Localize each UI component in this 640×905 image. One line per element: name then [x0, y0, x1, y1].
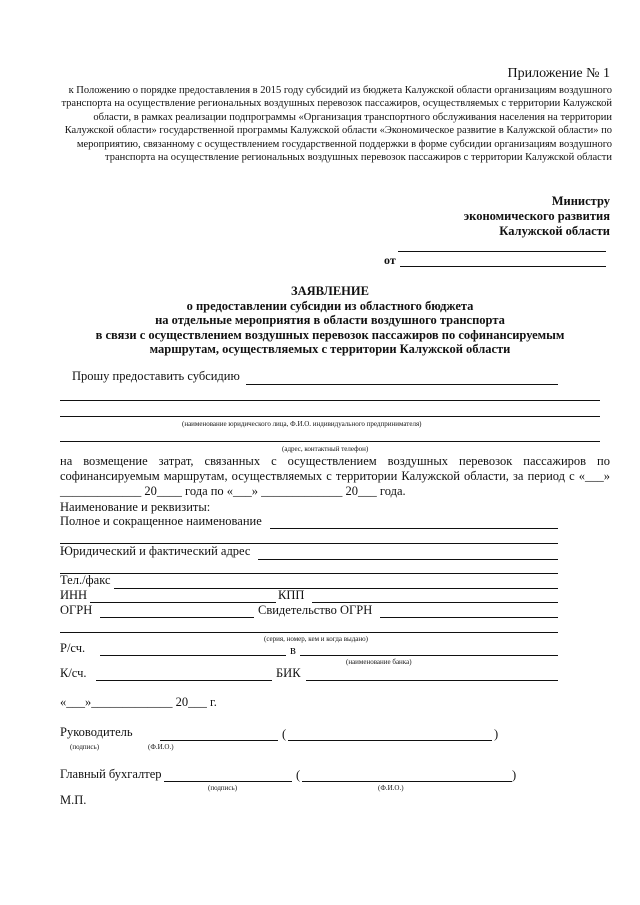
from-blank-line-2[interactable]	[400, 266, 606, 267]
from-blank-line-1[interactable]	[398, 251, 606, 252]
full-name-blank[interactable]	[270, 528, 558, 529]
head-open-paren: (	[282, 727, 287, 741]
accountant-close-paren: )	[512, 768, 517, 782]
phone-blank[interactable]	[114, 588, 558, 589]
ogrn-blank[interactable]	[100, 617, 254, 618]
purpose-paragraph: на возмещение затрат, связанных с осуществлением воздушных перевозок пассажиров по софинансируемым маршрутам, осуществляемых с территории Калужской области, за период с «___» _____________ 20____ года по «___» _____________ 20___ года.	[60, 454, 610, 498]
full-name-label: Полное и сокращенное наименование	[60, 514, 262, 528]
ogrn-cert-label: Свидетельство ОГРН	[258, 603, 373, 617]
inn-label: ИНН	[60, 588, 88, 602]
account-label: Р/сч.	[60, 641, 86, 655]
phone-label: Тел./факс	[60, 573, 111, 587]
addressee-line-2: экономического развития	[463, 209, 610, 223]
addressee-block	[464, 194, 610, 239]
bik-label: БИК	[276, 666, 301, 680]
corr-account-blank[interactable]	[96, 680, 272, 681]
cert-hint: (серия, номер, кем и когда выдано)	[264, 635, 368, 643]
annex-text: к Положению о порядке предоставления в 2015 году субсидий из бюджета Калужской области организациям воздушного транспорта на осуществление региональных воздушных перевозок пассажиров, осуществляемых с территории Калужской области, в рамках реализации подпрограммы «Организация транспортного обслуживания населения на территории Калужской области» государственной программы Калужской области «Экономическое развитие в Калужской области» по мероприятию, связанному с осуществлением государственной поддержки в форме субсидии организациям воздушного транспорта на осуществление региональных воздушных перевозок пассажиров с территории Калужской области	[61, 85, 612, 164]
address-contact-blank[interactable]	[60, 441, 600, 442]
ogrn-label: ОГРН	[60, 603, 93, 617]
accountant-fio-hint: (Ф.И.О.)	[378, 784, 404, 792]
title-line-1: ЗАЯВЛЕНИЕ	[291, 284, 369, 298]
head-signature-hint: (подпись)	[70, 743, 100, 751]
head-label: Руководитель	[60, 725, 133, 739]
address-hint: (адрес, контактный телефон)	[282, 445, 369, 453]
bank-blank[interactable]	[300, 655, 558, 656]
head-fio-blank[interactable]	[288, 740, 492, 741]
accountant-fio-blank[interactable]	[302, 781, 512, 782]
inn-blank[interactable]	[90, 602, 276, 603]
annex-title: Приложение № 1	[507, 66, 610, 81]
addressee-line-1: Министру	[551, 194, 610, 208]
ogrn-cert-blank-2[interactable]	[60, 632, 558, 633]
ogrn-cert-blank[interactable]	[380, 617, 558, 618]
title-line-3: на отдельные мероприятия в области воздушного транспорта	[155, 313, 505, 328]
request-blank[interactable]	[246, 384, 558, 385]
title-line-5: маршрутам, осуществляемых с территории Калужской области	[149, 342, 511, 357]
address-label: Юридический и фактический адрес	[60, 544, 251, 558]
document-title	[60, 284, 600, 357]
corr-account-label: К/сч.	[60, 666, 87, 680]
accountant-signature-hint: (подпись)	[208, 784, 238, 792]
account-blank[interactable]	[100, 655, 286, 656]
in-label: в	[290, 643, 296, 657]
date-line[interactable]: «___»_____________ 20___ г.	[60, 695, 217, 709]
address-blank[interactable]	[258, 559, 558, 560]
accountant-label: Главный бухгалтер	[60, 767, 162, 781]
bank-hint: (наименование банка)	[346, 658, 412, 666]
addressee-line-3: Калужской области	[499, 224, 610, 238]
from-label: от	[384, 253, 396, 267]
name-blank-2[interactable]	[60, 416, 600, 417]
kpp-label: КПП	[278, 588, 305, 602]
head-signature-blank[interactable]	[160, 740, 278, 741]
head-fio-hint: (Ф.И.О.)	[148, 743, 174, 751]
request-label: Прошу предоставить субсидию	[72, 369, 240, 383]
title-line-2: о предоставлении субсидии из областного бюджета	[186, 298, 474, 313]
accountant-open-paren: (	[296, 768, 301, 782]
name-hint: (наименование юридического лица, Ф.И.О. индивидуального предпринимателя)	[182, 420, 422, 428]
name-blank-1[interactable]	[60, 400, 600, 401]
title-line-4: в связи с осуществлением воздушных перевозок пассажиров по софинансируемым	[95, 327, 565, 342]
stamp-label: М.П.	[60, 793, 87, 807]
bik-blank[interactable]	[306, 680, 558, 681]
accountant-signature-blank[interactable]	[164, 781, 292, 782]
address-blank-2[interactable]	[60, 573, 558, 574]
requisites-label: Наименование и реквизиты:	[60, 500, 211, 514]
head-close-paren: )	[494, 727, 499, 741]
